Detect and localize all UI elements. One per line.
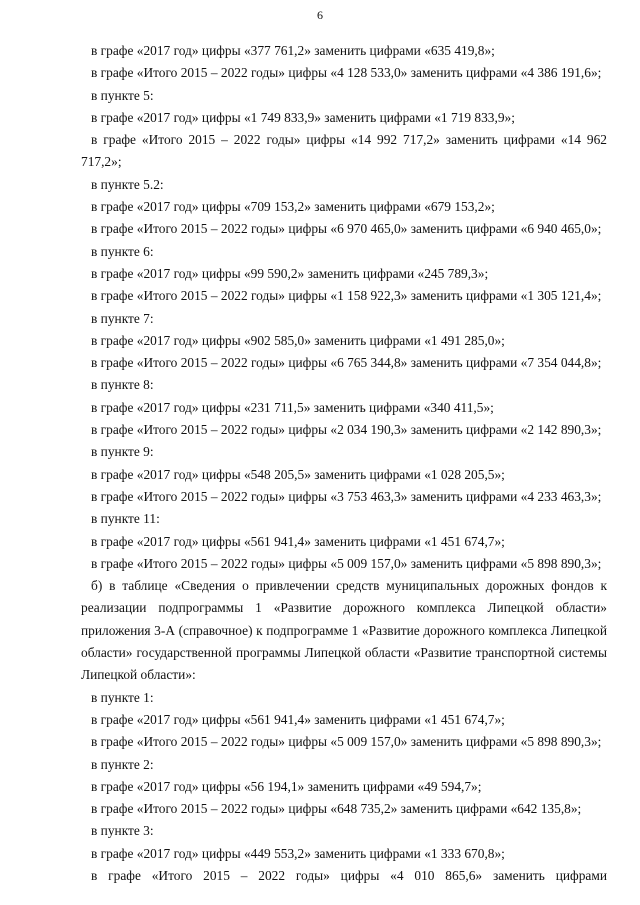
paragraph: в графе «2017 год» цифры «561 941,4» заменить цифрами «1 451 674,7»;	[91, 711, 505, 727]
paragraph: в пункте 8:	[91, 377, 154, 393]
paragraph: в пункте 7:	[91, 310, 154, 326]
paragraph: в графе «2017 год» цифры «377 761,2» заменить цифрами «635 419,8»;	[91, 43, 495, 58]
paragraph: в графе «Итого 2015 – 2022 годы» цифры «2 034 190,3» заменить цифрами «2 142 890,3»;	[91, 422, 602, 438]
paragraph: в пункте 5.2:	[91, 176, 164, 192]
paragraph: в графе «Итого 2015 – 2022 годы» цифры «5 009 157,0» заменить цифрами «5 898 890,3»;	[91, 734, 602, 750]
paragraph: в графе «2017 год» цифры «56 194,1» заменить цифрами «49 594,7»;	[91, 778, 482, 794]
paragraph: в графе «Итого 2015 – 2022 годы» цифры «648 735,2» заменить цифрами «642 135,8»;	[91, 801, 582, 817]
paragraph: в пункте 1:	[91, 689, 154, 705]
paragraph: в графе «Итого 2015 – 2022 годы» цифры «6 765 344,8» заменить цифрами «7 354 044,8»;	[91, 355, 602, 371]
paragraph: в пункте 3:	[91, 823, 154, 839]
paragraph: в графе «Итого 2015 – 2022 годы» цифры «1 158 922,3» заменить цифрами «1 305 121,4»;	[91, 288, 602, 304]
paragraph: в графе «Итого 2015 – 2022 годы» цифры «4 010 865,6» заменить цифрами	[91, 867, 607, 883]
paragraph: в графе «Итого 2015 – 2022 годы» цифры «5 009 157,0» заменить цифрами «5 898 890,3»;	[91, 555, 602, 571]
paragraph: в графе «Итого 2015 – 2022 годы» цифры «14 992 717,2» заменить цифрами «14 962 717,2»;	[81, 132, 607, 170]
paragraph: в графе «2017 год» цифры «99 590,2» заменить цифрами «245 789,3»;	[91, 265, 489, 281]
document-body	[81, 40, 607, 887]
paragraph: в графе «2017 год» цифры «561 941,4» заменить цифрами «1 451 674,7»;	[91, 533, 505, 549]
paragraph: в графе «2017 год» цифры «449 553,2» заменить цифрами «1 333 670,8»;	[91, 845, 505, 861]
paragraph: в пункте 11:	[91, 511, 160, 527]
paragraph: в пункте 6:	[91, 243, 154, 259]
paragraph: б) в таблице «Сведения о привлечении средств муниципальных дорожных фондов к реализации подпрограммы 1 «Развитие дорожного комплекса Липецкой области» приложения 3-А (справочное) к подпрограмме 1 «Развитие дорожного комплекса Липецкой области» государственной программы Липецкой области «Развитие транспортной системы Липецкой области»:	[81, 578, 607, 683]
paragraph: в графе «Итого 2015 – 2022 годы» цифры «6 970 465,0» заменить цифрами «6 940 465,0»;	[91, 221, 602, 237]
paragraph: в графе «2017 год» цифры «902 585,0» заменить цифрами «1 491 285,0»;	[91, 332, 505, 348]
paragraph: в графе «2017 год» цифры «1 749 833,9» заменить цифрами «1 719 833,9»;	[91, 109, 515, 125]
page-number: 6	[317, 8, 323, 22]
paragraph: в графе «2017 год» цифры «231 711,5» заменить цифрами «340 411,5»;	[91, 399, 494, 415]
paragraph: в графе «2017 год» цифры «709 153,2» заменить цифрами «679 153,2»;	[91, 199, 495, 215]
paragraph: в графе «2017 год» цифры «548 205,5» заменить цифрами «1 028 205,5»;	[91, 466, 505, 482]
paragraph: в пункте 9:	[91, 444, 154, 460]
paragraph: в графе «Итого 2015 – 2022 годы» цифры «4 128 533,0» заменить цифрами «4 386 191,6»;	[91, 65, 602, 81]
paragraph: в пункте 5:	[91, 87, 154, 103]
paragraph: в пункте 2:	[91, 756, 154, 772]
paragraph: в графе «Итого 2015 – 2022 годы» цифры «3 753 463,3» заменить цифрами «4 233 463,3»;	[91, 488, 602, 504]
